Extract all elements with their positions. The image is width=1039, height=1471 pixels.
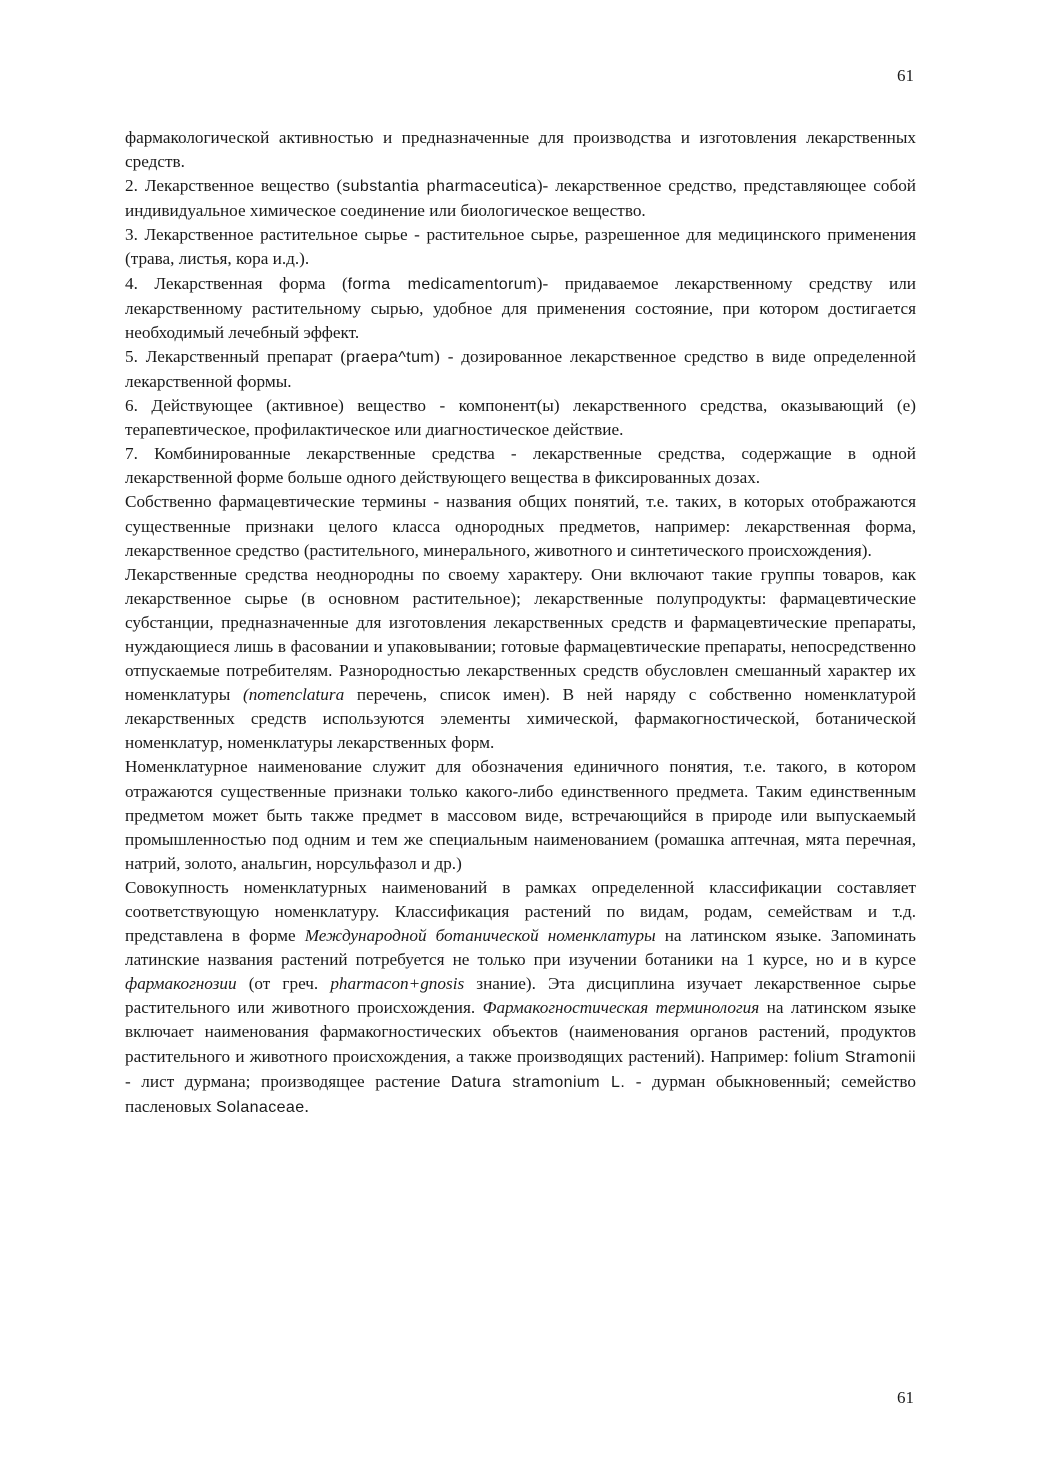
paragraph-2: 3. Лекарственное растительное сырье - растительное сырье, разрешенное для медицинского применения (трава, листья, кора и.д.). — [125, 225, 916, 269]
latin-term-folium-stramonii: folium Stramonii — [794, 1048, 916, 1066]
italic-term-pharmacon-gnosis: pharmacon+gnosis — [330, 974, 465, 994]
latin-term-datura-stramonium: Datura stramonium L. — [450, 1073, 626, 1091]
page-number-top: 61 — [897, 66, 914, 85]
page-number-bottom: 61 — [897, 1388, 914, 1407]
latin-term-substantia: substantia pharmaceutica — [342, 178, 537, 196]
paragraph-0: фармакологической активностью и предназначенные для производства и изготовления лекарственных средств. — [125, 128, 916, 172]
paragraph-3-text-a: 4. Лекарственная форма ( — [125, 273, 348, 293]
paragraph-3 — [125, 272, 916, 345]
italic-term-pharmacognostic-terminology: Фармакогностическая терминология — [482, 998, 760, 1018]
paragraph-8-text-b: перечень, список имен). В ней наряду с собственно номенклатурой лекарственных средств используются элементы химической, фармакогностической, ботанической номенклатур, номенклатуры лекарственных форм. — [125, 685, 916, 753]
paragraph-4-text-b: ) - дозированное лекарственное средство в виде определенной лекарственной формы. — [125, 346, 916, 391]
paragraph-10-text-g: - дурман обыкновенный; семейство пасленовых — [125, 1071, 916, 1116]
paragraph-10-text-a: Совокупность номенклатурных наименований в рамках определенной классификации составляет соответствующую номенклатуру. Классификация растений по видам, родам, семействам и т.д. представлена в форме — [125, 877, 916, 946]
paragraph-8-text-a: Лекарственные средства неоднородны по своему характеру. Они включают такие группы товаров, как лекарственное сырье (в основном растительное); лекарственные полупродукты: фармацевтические субстанции, предназначенные для изготовления лекарственных средств и фармацевтические препараты, нуждающиеся лишь в фасовании и упаковывании; готовые фармацевтические препараты, непосредственно отпускаемые потребителям. Разнородностью лекарственных средств обусловлен смешанный характер их номенклатуры — [125, 564, 916, 705]
paragraph-10-text-b: на латинском языке. Запоминать латинские названия растений потребуется не только при изучении ботаники на 1 курсе, но и в курсе — [125, 926, 917, 970]
paragraph-10-text-c: (от греч. — [236, 974, 331, 994]
paragraph-10-text-f: - лист дурмана; производящее растение — [125, 1071, 451, 1091]
paragraph-7: Собственно фармацевтические термины - названия общих понятий, т.е. таких, в которых отображаются существенные признаки целого класса однородных предметов, например: лекарственная форма, лекарственное средство (растительного, минерального, животного и синтетического происхождения). — [125, 492, 916, 560]
paragraph-10-text-d: знание). Эта дисциплина изучает лекарственное сырье растительного или животного происхождения. — [125, 974, 916, 1018]
paragraph-4 — [125, 345, 916, 394]
latin-term-forma: forma medicamentorum — [347, 275, 537, 293]
paragraph-10 — [125, 876, 916, 1120]
latin-term-solanaceae: Solanaceae — [216, 1098, 305, 1116]
italic-term-botanical-nomenclature: Международной ботанической номенклатуры — [304, 926, 656, 946]
paragraph-1-text-b: )- лекарственное средство, представляющее собой индивидуальное химическое соединение или биологическое вещество. — [125, 176, 916, 221]
paragraph-10-text-e: на латинском языке включает наименования фармакогностических объектов (наименования органов растений, продуктов растительного и животного происхождения, а также производящих растений). Например: — [125, 998, 916, 1066]
paragraph-6: 7. Комбинированные лекарственные средства - лекарственные средства, содержащие в одной лекарственной форме больше одного действующего вещества в фиксированных дозах. — [125, 444, 916, 488]
italic-term-pharmacognosy: фармакогнозии — [125, 974, 237, 994]
paragraph-3-text-b: )- придаваемое лекарственному средству или лекарственному растительному сырью, удобное для применения состояние, при котором достигается необходимый лечебный эффект. — [125, 273, 916, 342]
latin-term-praeparatum: praepa^tum — [346, 348, 435, 366]
document-body — [125, 126, 916, 1120]
paragraph-4-text-a: 5. Лекарственный препарат ( — [125, 346, 347, 366]
latin-term-nomenclatura: (nomenclatura — [242, 685, 345, 705]
paragraph-9: Номенклатурное наименование служит для обозначения единичного понятия, т.е. такого, в котором отражаются существенные признаки только какого-либо единственного предмета. Таким единственным предметом может быть также предмет в массовом виде, встречающийся в природе или выпускаемый промышленностью под одним и тем же специальным наименованием (ромашка аптечная, мята перечная, натрий, золото, анальгин, норсульфазол и др.) — [125, 757, 916, 873]
paragraph-1 — [125, 174, 916, 223]
paragraph-10-text-h: . — [304, 1096, 309, 1116]
paragraph-1-text-a: 2. Лекарственное вещество ( — [125, 176, 343, 196]
paragraph-5: 6. Действующее (активное) вещество - компонент(ы) лекарственного средства, оказывающий (е) терапевтическое, профилактическое или диагностическое действие. — [125, 396, 916, 440]
paragraph-8 — [125, 563, 916, 756]
